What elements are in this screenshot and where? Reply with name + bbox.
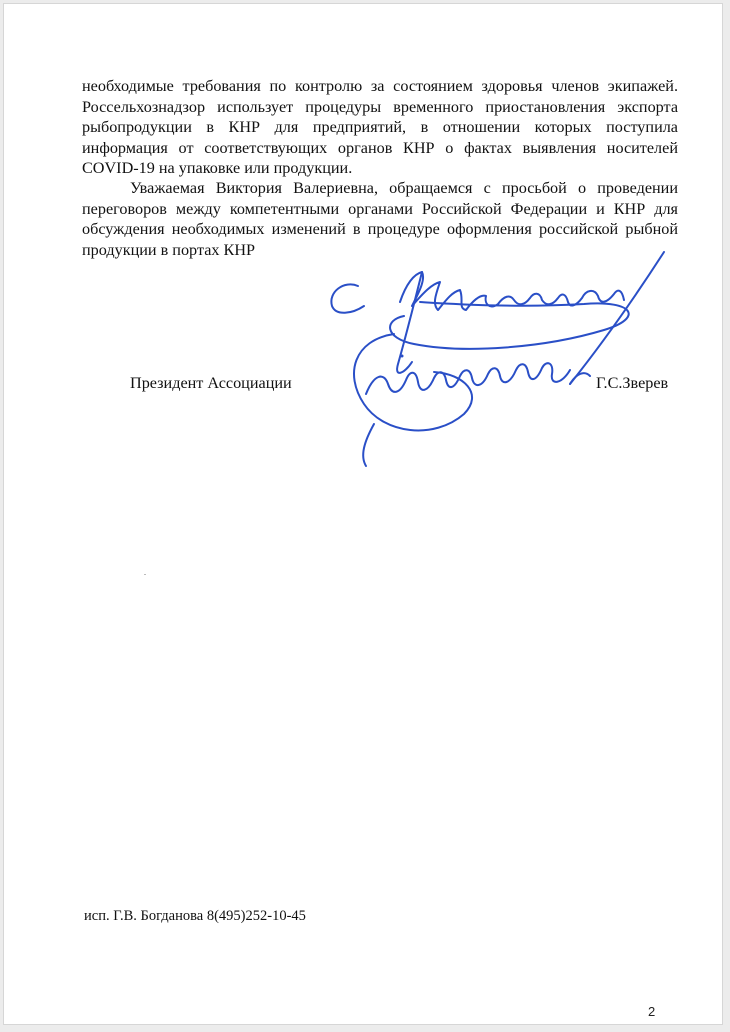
page-number: 2 — [648, 1004, 656, 1019]
document-page — [3, 3, 723, 1025]
body-paragraph-1 — [82, 76, 678, 179]
handwritten-signature — [314, 244, 694, 474]
scan-speck — [144, 574, 146, 575]
signer-name: Г.С.Зверев — [596, 374, 669, 392]
paragraph-text: Уважаемая Виктория Валериевна, обращаемся с просьбой о проведении переговоров между компетентными органами Российской Федерации и КНР для обсуждения необходимых изменений в процедуре оформления российской рыбной продукции в портах КНР — [82, 179, 678, 259]
signer-title: Президент Ассоциации — [130, 374, 292, 392]
paragraph-text: необходимые требования по контролю за состоянием здоровья членов экипажей. Россельхознадзор использует процедуры временного приостановления экспорта рыбопродукции в КНР для предприятий, в отношении которых поступила информация от соответствующих органов КНР о фактах выявления носителей COVID-19 на упаковке или продукции. — [82, 77, 678, 177]
executor-contact-line: исп. Г.В. Богданова 8(495)252-10-45 — [84, 908, 306, 924]
